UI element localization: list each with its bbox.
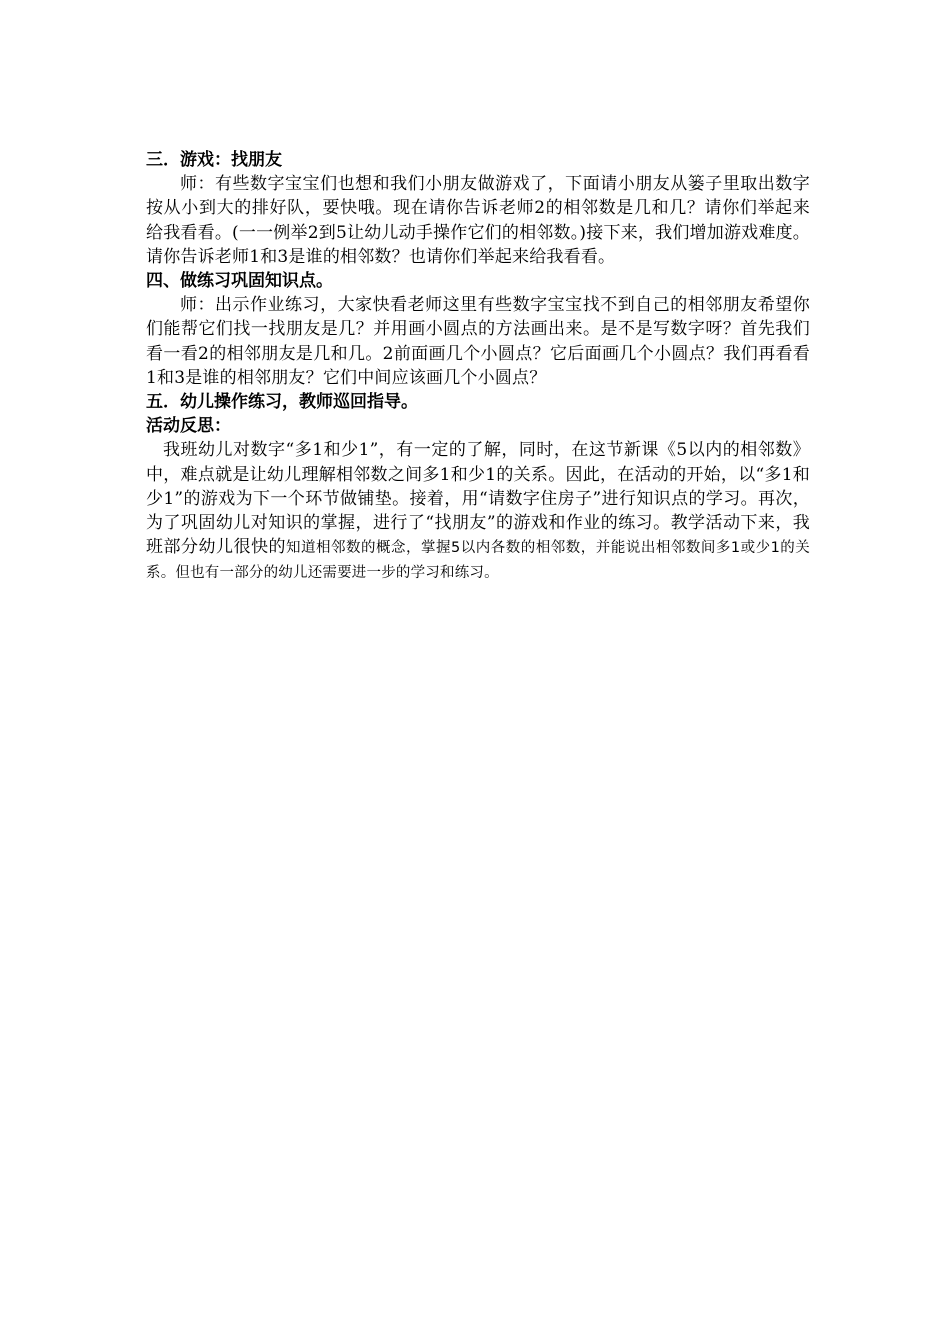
reflection-paragraph — [146, 438, 810, 585]
section-3-heading: 三．游戏：找朋友 — [146, 150, 282, 170]
section-5-heading: 五．幼儿操作练习，教师巡回指导。 — [146, 392, 418, 413]
reflection-heading: 活动反思： — [146, 416, 231, 437]
reflection-text-part-2: 知道相邻数的概念，掌握5以内各数的相邻数，并能说出相邻数间多1或少1的关系。但也有一部分的幼儿还需要进一步的学习和练习。 — [146, 540, 810, 582]
section-4-paragraph: 师：出示作业练习，大家快看老师这里有些数字宝宝找不到自己的相邻朋友希望你们能帮它们找一找朋友是几？并用画小圆点的方法画出来。是不是写数字呀？首先我们看一看2的相邻朋友是几和几。2前面画几个小圆点？它后面画几个小圆点？我们再看看1和3是谁的相邻朋友？它们中间应该画几个小圆点？ — [146, 295, 810, 388]
document-body — [146, 148, 810, 586]
section-4-heading: 四、做练习巩固知识点。 — [146, 271, 333, 292]
reflection-text-part-1: 我班幼儿对数字“多1和少1”，有一定的了解，同时，在这节新课《5以内的相邻数》中，难点就是让幼儿理解相邻数之间多1和少1的关系。因此，在活动的开始，以“多1和少1”的游戏为下一个环节做铺垫。接着，用“请数字住房子”进行知识点的学习。再次，为了巩固幼儿对知识的掌握，进行了“找朋友”的游戏和作业的练习。教学活动下来，我班部分幼儿很快的 — [146, 440, 810, 558]
section-3-paragraph: 师：有些数字宝宝们也想和我们小朋友做游戏了，下面请小朋友从篓子里取出数字按从小到大的排好队，要快哦。现在请你告诉老师2的相邻数是几和几？请你们举起来给我看看。(一一例举2到5让幼儿动手操作它们的相邻数。)接下来，我们增加游戏难度。请你告诉老师1和3是谁的相邻数？也请你们举起来给我看看。 — [146, 174, 810, 267]
